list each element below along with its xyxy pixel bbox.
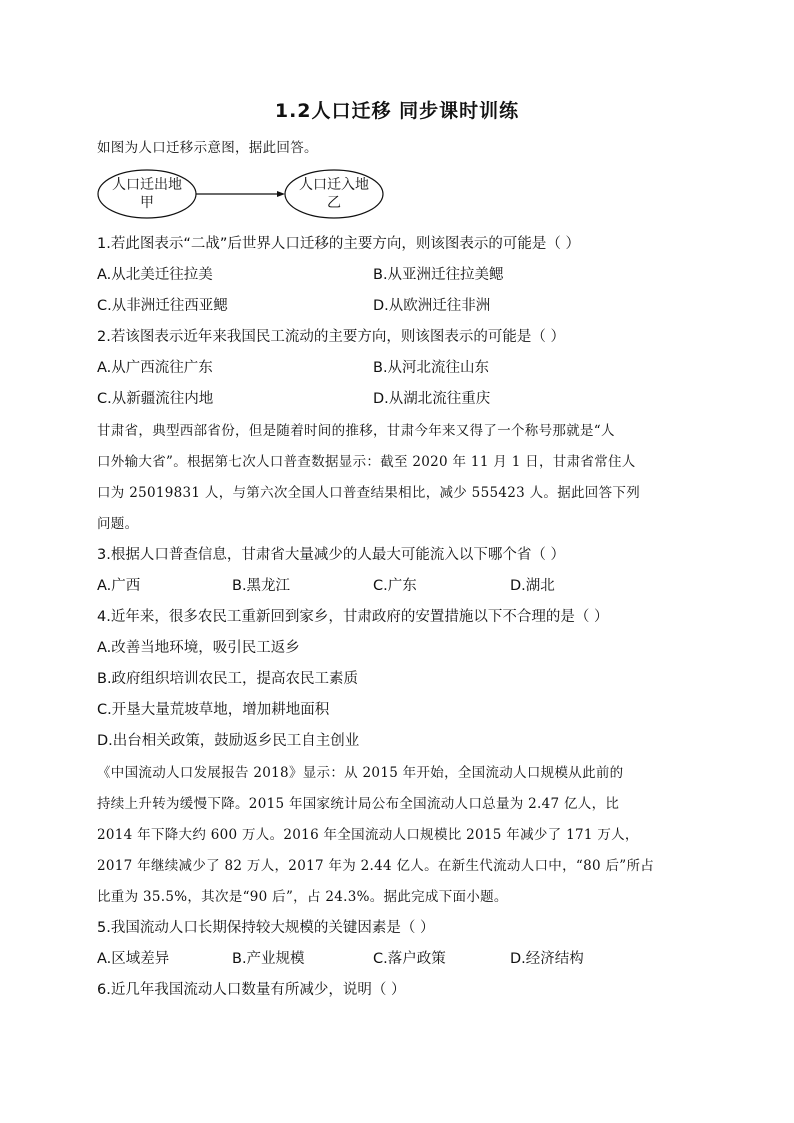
migration-diagram bbox=[97, 168, 397, 222]
material-1-line-4: 问题。 bbox=[97, 516, 139, 532]
question-3-option-b: B.黑龙江 bbox=[232, 578, 291, 594]
question-2-option-c: C.从新疆流往内地 bbox=[97, 391, 214, 407]
material-1-line-2: 口外输大省”。根据第七次人口普查数据显示：截至 2020 年 11 月 1 日，甘肃省常住人 bbox=[97, 454, 636, 470]
question-5-option-a: A.区域差异 bbox=[97, 951, 170, 967]
material-2-line-5: 比重为 35.5%，其次是“90 后”，占 24.3%。据此完成下面小题。 bbox=[97, 889, 508, 905]
material-2-line-3: 2014 年下降大约 600 万人。2016 年全国流动人口规模比 2015 年减少了 171 万人， bbox=[97, 827, 639, 843]
question-5-option-d: D.经济结构 bbox=[510, 951, 584, 967]
material-2-line-1: 《中国流动人口发展报告 2018》显示：从 2015 年开始，全国流动人口规模从此前的 bbox=[97, 765, 624, 781]
question-2-stem: 2.若该图表示近年来我国民工流动的主要方向，则该图表示的可能是（ ） bbox=[97, 329, 565, 345]
question-4-option-d: D.出台相关政策，鼓励返乡民工自主创业 bbox=[97, 733, 360, 749]
question-2-option-d: D.从湖北流往重庆 bbox=[373, 391, 491, 407]
question-4-option-c: C.开垦大量荒坡草地，增加耕地面积 bbox=[97, 702, 330, 718]
question-6-stem: 6.近几年我国流动人口数量有所减少，说明（ ） bbox=[97, 982, 406, 998]
question-1-option-a: A.从北美迁往拉美 bbox=[97, 267, 213, 283]
destination-label-line2: 乙 bbox=[327, 195, 341, 211]
question-4-option-b: B.政府组织培训农民工，提高农民工素质 bbox=[97, 671, 359, 687]
question-4-option-a: A.改善当地环境，吸引民工返乡 bbox=[97, 640, 300, 656]
question-5-option-c: C.落户政策 bbox=[373, 951, 446, 967]
origin-label bbox=[100, 176, 194, 212]
origin-label-line1: 人口迁出地 bbox=[112, 177, 182, 193]
question-3-option-d: D.湖北 bbox=[510, 578, 555, 594]
question-1-option-b: B.从亚洲迁往拉美鳃 bbox=[373, 267, 504, 283]
destination-label bbox=[287, 176, 381, 212]
material-1-line-1: 甘肃省，典型西部省份，但是随着时间的推移，甘肃今年来又得了一个称号那就是“人 bbox=[97, 423, 615, 439]
migration-arrow-head bbox=[277, 191, 285, 197]
question-1-stem: 1.若此图表示“二战”后世界人口迁移的主要方向，则该图表示的可能是（ ） bbox=[97, 236, 580, 252]
question-3-option-c: C.广东 bbox=[373, 578, 417, 594]
material-1-line-3: 口为 25019831 人，与第六次全国人口普查结果相比，减少 555423 人。据此回答下列 bbox=[97, 485, 641, 501]
material-2-line-4: 2017 年继续减少了 82 万人，2017 年为 2.44 亿人。在新生代流动人口中，“80 后”所占 bbox=[97, 858, 655, 874]
destination-label-line1: 人口迁入地 bbox=[299, 177, 369, 193]
question-5-stem: 5.我国流动人口长期保持较大规模的关键因素是（ ） bbox=[97, 920, 435, 936]
question-3-stem: 3.根据人口普查信息，甘肃省大量减少的人最大可能流入以下哪个省（ ） bbox=[97, 547, 565, 563]
question-5-option-b: B.产业规模 bbox=[232, 951, 305, 967]
question-4-stem: 4.近年来，很多农民工重新回到家乡，甘肃政府的安置措施以下不合理的是（ ） bbox=[97, 609, 609, 625]
question-3-option-a: A.广西 bbox=[97, 578, 141, 594]
question-1-option-d: D.从欧洲迁往非洲 bbox=[373, 298, 491, 314]
question-2-option-a: A.从广西流往广东 bbox=[97, 360, 213, 376]
origin-label-line2: 甲 bbox=[140, 195, 154, 211]
question-1-option-c: C.从非洲迁往西亚鳃 bbox=[97, 298, 228, 314]
question-2-option-b: B.从河北流往山东 bbox=[373, 360, 490, 376]
material-2-line-2: 持续上升转为缓慢下降。2015 年国家统计局公布全国流动人口总量为 2.47 亿人，比 bbox=[97, 796, 620, 812]
intro-text: 如图为人口迁移示意图，据此回答。 bbox=[97, 140, 318, 156]
page-title: 1.2人口迁移 同步课时训练 bbox=[274, 100, 520, 122]
